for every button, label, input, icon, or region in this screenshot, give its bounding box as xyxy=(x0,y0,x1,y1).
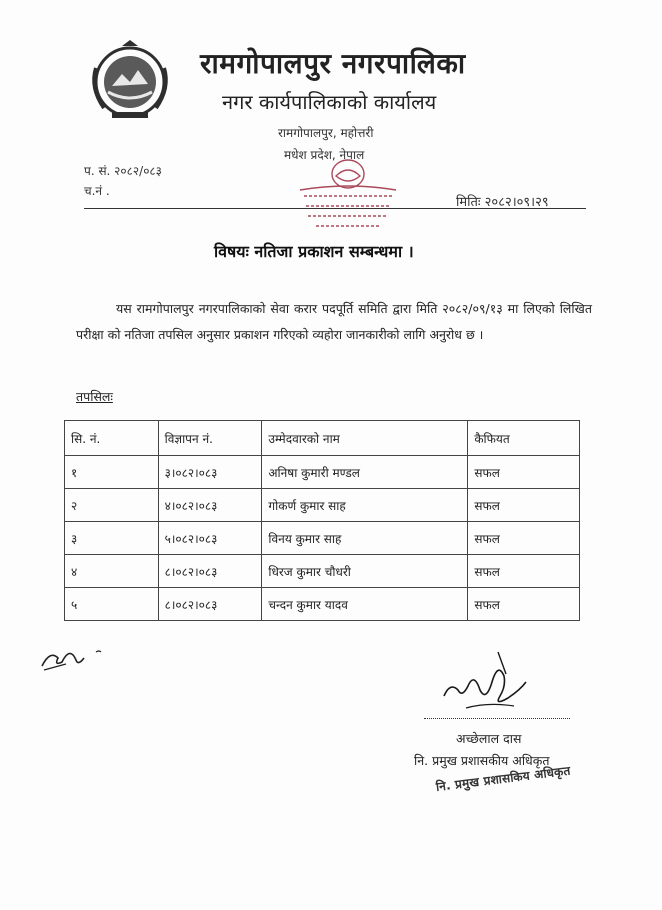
ad-number-cell: ८।०८२।०८३ xyxy=(158,555,262,588)
header-candidate-name: उम्मेदवारको नाम xyxy=(262,421,468,456)
letter-date: मितिः २०८२।०९।२९ xyxy=(456,195,549,210)
remarks-cell: सफल xyxy=(468,555,580,588)
table-row xyxy=(65,555,580,588)
table-row xyxy=(65,456,580,489)
address-line-2: मधेश प्रदेश, नेपाल xyxy=(284,148,365,162)
header-ad-number: विज्ञापन नं. xyxy=(158,421,262,456)
candidate-name-cell: धिरज कुमार चौधरी xyxy=(262,555,468,588)
results-table xyxy=(64,420,580,621)
table-header-row xyxy=(65,421,580,456)
header-serial: सि. नं. xyxy=(65,421,159,456)
table-row xyxy=(65,522,580,555)
body-paragraph: यस रामगोपालपुर नगरपालिकाको सेवा करार पदपूर्ति समिति द्वारा मिति २०८२/०९/१३ मा लिएको लिखित परीक्षा को नतिजा तपसिल अनुसार प्रकाशन गरिएको व्यहोरा जानकारीको लागि अनुरोध छ । xyxy=(76,301,592,342)
serial-cell: ३ xyxy=(65,522,159,555)
initials-mark xyxy=(36,636,116,676)
header-remarks: कैफियत xyxy=(468,421,580,456)
org-name: रामगोपालपुर नगरपालिका xyxy=(200,47,466,80)
office-seal-stamp xyxy=(296,152,400,236)
serial-cell: ४ xyxy=(65,555,159,588)
annex-label: तपसिलः xyxy=(76,389,113,404)
ad-number-cell: ५।०८२।०८३ xyxy=(158,522,262,555)
remarks-cell: सफल xyxy=(468,522,580,555)
ad-number-cell: ३।०८२।०८३ xyxy=(158,456,262,489)
candidate-name-cell: चन्दन कुमार यादव xyxy=(262,588,468,621)
ad-number-cell: ४।०८२।०८३ xyxy=(158,489,262,522)
table-row xyxy=(65,588,580,621)
government-emblem-icon xyxy=(86,38,174,122)
serial-cell: ५ xyxy=(65,588,159,621)
subject-line: विषयः नतिजा प्रकाशन सम्बन्धमा । xyxy=(214,242,414,261)
signatory-name: अच्छेलाल दास xyxy=(456,731,522,746)
remarks-cell: सफल xyxy=(468,588,580,621)
dispatch-number: च.नं . xyxy=(84,184,110,198)
candidate-name-cell: विनय कुमार साह xyxy=(262,522,468,555)
designation-stamp: नि. प्रमुख प्रशासकिय अधिकृत xyxy=(435,763,572,794)
signature-line xyxy=(424,718,570,719)
serial-cell: २ xyxy=(65,489,159,522)
office-name: नगर कार्यपालिकाको कार्यालय xyxy=(222,90,437,114)
table-row xyxy=(65,489,580,522)
ad-number-cell: ८।०८२।०८३ xyxy=(158,588,262,621)
candidate-name-cell: गोकर्ण कुमार साह xyxy=(262,489,468,522)
candidate-name-cell: अनिषा कुमारी मण्डल xyxy=(262,456,468,489)
remarks-cell: सफल xyxy=(468,456,580,489)
handwritten-signature xyxy=(436,646,532,720)
serial-cell: १ xyxy=(65,456,159,489)
address-line-1: रामगोपालपुर, महोत्तरी xyxy=(278,126,374,140)
signatory-title: नि. प्रमुख प्रशासकीय अधिकृत xyxy=(414,753,550,768)
reference-number: प. सं. २०८२/०८३ xyxy=(84,164,162,178)
remarks-cell: सफल xyxy=(468,489,580,522)
